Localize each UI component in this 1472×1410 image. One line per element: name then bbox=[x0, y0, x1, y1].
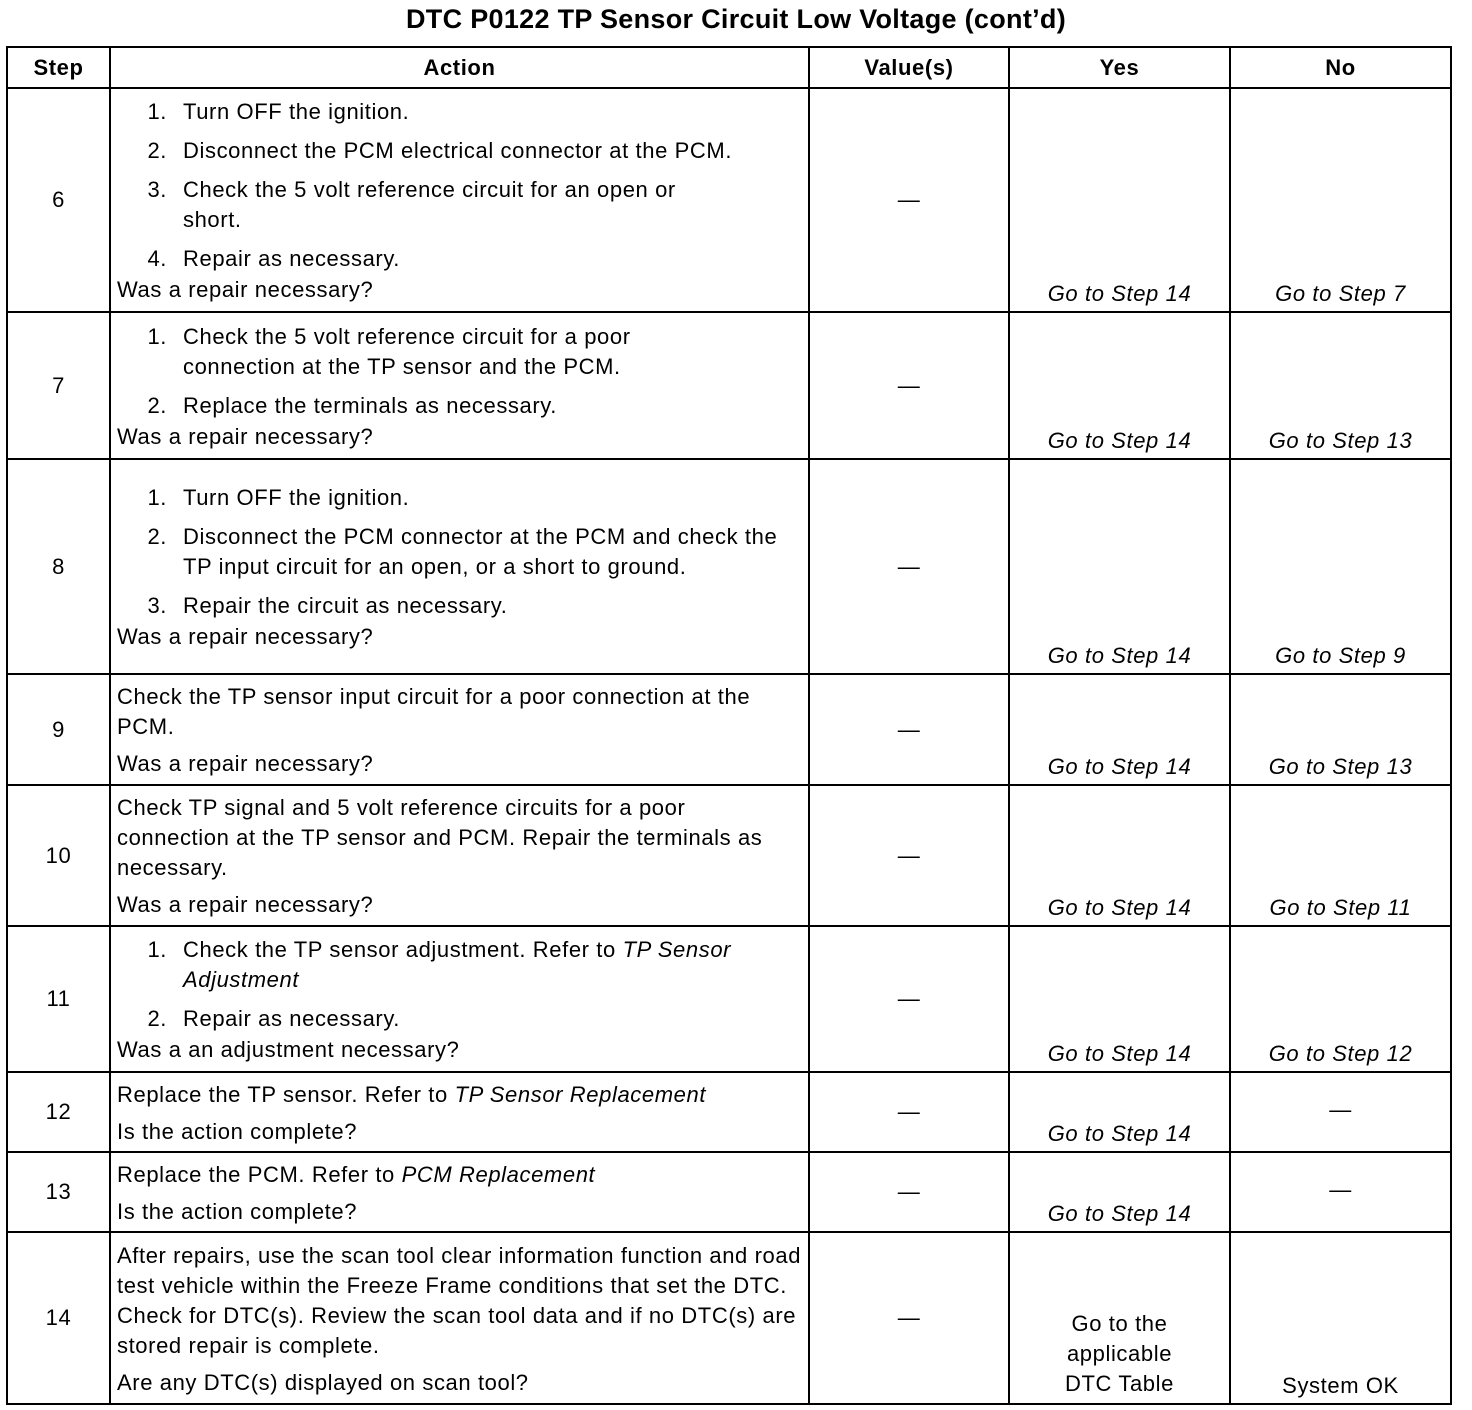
value-cell: — bbox=[809, 674, 1009, 785]
action-text: Replace the PCM. Refer to PCM Replacement bbox=[117, 1161, 596, 1187]
yes-result: Go to Step 14 bbox=[1009, 459, 1230, 674]
action-step: 2. Disconnect the PCM electrical connector at the PCM. bbox=[147, 138, 733, 163]
action-cell bbox=[110, 1072, 809, 1152]
yes-result: Go to Step 14 bbox=[1009, 1072, 1230, 1152]
value-cell: — bbox=[809, 1152, 1009, 1232]
action-step: 1. Check the 5 volt reference circuit for a poor connection at the TP sensor and the PCM. bbox=[147, 323, 631, 379]
action-question: Was a repair necessary? bbox=[117, 624, 374, 649]
yes-result: Go to Step 14 bbox=[1009, 926, 1230, 1072]
yes-result: Go to Step 14 bbox=[1009, 785, 1230, 926]
no-result: Go to Step 13 bbox=[1230, 312, 1451, 459]
value-cell: — bbox=[809, 88, 1009, 312]
action-step: 1. Check the TP sensor adjustment. Refer to TP Sensor Adjustment bbox=[147, 937, 732, 992]
action-cell bbox=[110, 459, 809, 674]
yes-result: Go to Step 14 bbox=[1009, 1152, 1230, 1232]
no-result: Go to Step 12 bbox=[1230, 926, 1451, 1072]
action-steps bbox=[117, 322, 802, 421]
table-row bbox=[7, 785, 1451, 926]
action-text: After repairs, use the scan tool clear information function and road test vehicle within the Freeze Frame conditions that set the DTC. Check for DTC(s). Review the scan tool data and if no DTC(s) are stored repair is complete. bbox=[117, 1242, 802, 1358]
action-question: Was a repair necessary? bbox=[117, 892, 374, 917]
action-step: 2. Disconnect the PCM connector at the PCM and check the TP input circuit for an open, or a short to ground. bbox=[147, 524, 778, 579]
action-question: Was a repair necessary? bbox=[117, 277, 374, 302]
action-question: Is the action complete? bbox=[117, 1198, 358, 1224]
action-step: 4. Repair as necessary. bbox=[147, 246, 401, 271]
column-header-step: Step bbox=[7, 47, 110, 88]
action-question: Was a repair necessary? bbox=[117, 751, 374, 776]
table-row bbox=[7, 1152, 1451, 1232]
no-result: Go to Step 7 bbox=[1230, 88, 1451, 312]
action-step: 1. Turn OFF the ignition. bbox=[147, 99, 410, 124]
action-question: Is the action complete? bbox=[117, 1118, 358, 1144]
action-step: 1. Turn OFF the ignition. bbox=[147, 485, 410, 510]
action-cell bbox=[110, 926, 809, 1072]
yes-result: Go to Step 14 bbox=[1009, 312, 1230, 459]
value-cell: — bbox=[809, 1072, 1009, 1152]
step-number: 8 bbox=[7, 459, 110, 674]
column-header-yes: Yes bbox=[1009, 47, 1230, 88]
action-cell bbox=[110, 674, 809, 785]
reference-link[interactable]: TP Sensor Replacement bbox=[454, 1081, 707, 1107]
no-result: System OK bbox=[1230, 1232, 1451, 1404]
value-cell: — bbox=[809, 459, 1009, 674]
action-text: Check TP signal and 5 volt reference circuits for a poor connection at the TP sensor and PCM. Repair the terminals as necessary. bbox=[117, 795, 763, 880]
no-result: — bbox=[1230, 1152, 1451, 1232]
column-header-values: Value(s) bbox=[809, 47, 1009, 88]
diagnostic-table bbox=[6, 46, 1452, 1405]
step-number: 7 bbox=[7, 312, 110, 459]
action-question: Was a repair necessary? bbox=[117, 423, 374, 449]
action-steps bbox=[117, 935, 802, 1034]
action-steps bbox=[117, 483, 802, 621]
header-row bbox=[7, 47, 1451, 88]
action-steps bbox=[117, 97, 802, 274]
step-number: 14 bbox=[7, 1232, 110, 1404]
reference-link[interactable]: PCM Replacement bbox=[401, 1161, 596, 1187]
action-step: 3. Check the 5 volt reference circuit for an open or short. bbox=[147, 177, 676, 232]
yes-result: Go to the applicable DTC Table bbox=[1009, 1232, 1230, 1404]
no-result: Go to Step 13 bbox=[1230, 674, 1451, 785]
no-result: — bbox=[1230, 1072, 1451, 1152]
value-cell: — bbox=[809, 312, 1009, 459]
value-cell: — bbox=[809, 1232, 1009, 1404]
table-row bbox=[7, 674, 1451, 785]
table-row bbox=[7, 312, 1451, 459]
no-result: Go to Step 11 bbox=[1230, 785, 1451, 926]
step-number: 6 bbox=[7, 88, 110, 312]
table-row bbox=[7, 88, 1451, 312]
action-step: 2. Replace the terminals as necessary. bbox=[147, 392, 557, 418]
action-cell bbox=[110, 785, 809, 926]
yes-result: Go to Step 14 bbox=[1009, 88, 1230, 312]
column-header-no: No bbox=[1230, 47, 1451, 88]
step-number: 9 bbox=[7, 674, 110, 785]
action-cell bbox=[110, 1152, 809, 1232]
value-cell: — bbox=[809, 785, 1009, 926]
step-number: 12 bbox=[7, 1072, 110, 1152]
column-header-action: Action bbox=[110, 47, 809, 88]
action-question: Was a an adjustment necessary? bbox=[117, 1037, 460, 1062]
step-number: 13 bbox=[7, 1152, 110, 1232]
action-text: Replace the TP sensor. Refer to TP Sensor Replacement bbox=[117, 1081, 707, 1107]
action-step: 3. Repair the circuit as necessary. bbox=[147, 593, 508, 618]
yes-result: Go to Step 14 bbox=[1009, 674, 1230, 785]
no-result: Go to Step 9 bbox=[1230, 459, 1451, 674]
reference-link[interactable]: TP Sensor Adjustment bbox=[183, 937, 732, 992]
action-cell bbox=[110, 312, 809, 459]
table-row bbox=[7, 1232, 1451, 1404]
value-cell: — bbox=[809, 926, 1009, 1072]
table-row bbox=[7, 926, 1451, 1072]
step-number: 10 bbox=[7, 785, 110, 926]
action-text: Check the TP sensor input circuit for a poor connection at the PCM. bbox=[117, 684, 751, 739]
action-cell bbox=[110, 1232, 809, 1404]
step-number: 11 bbox=[7, 926, 110, 1072]
table-row bbox=[7, 459, 1451, 674]
action-cell bbox=[110, 88, 809, 312]
table-row bbox=[7, 1072, 1451, 1152]
page-title: DTC P0122 TP Sensor Circuit Low Voltage (cont’d) bbox=[406, 4, 1066, 34]
action-question: Are any DTC(s) displayed on scan tool? bbox=[117, 1369, 529, 1395]
action-step: 2. Repair as necessary. bbox=[147, 1006, 401, 1031]
